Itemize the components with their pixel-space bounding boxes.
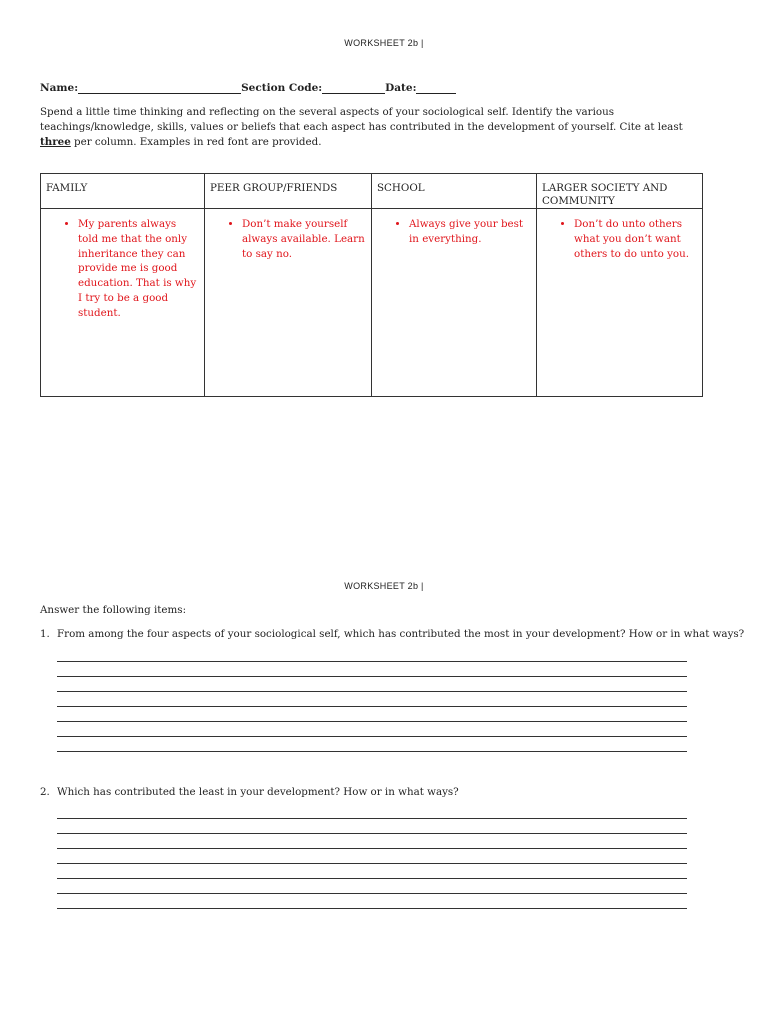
answer-lines-2[interactable] — [57, 818, 687, 923]
question-2 — [40, 786, 720, 798]
answer-intro: Answer the following items: — [40, 604, 187, 616]
answer-line[interactable] — [57, 893, 687, 894]
answer-lines-1[interactable] — [57, 661, 687, 766]
worksheet-header-page2: WORKSHEET 2b | — [344, 581, 424, 591]
section-code-label: Section Code: — [241, 82, 323, 94]
example-larger-society: • Don’t do unto others what you don’t want others to do unto you. — [574, 217, 697, 261]
answer-line[interactable] — [57, 751, 687, 752]
name-label: Name: — [40, 82, 79, 94]
question-1 — [40, 628, 745, 640]
sociological-self-table — [40, 173, 703, 397]
answer-line[interactable] — [57, 721, 687, 722]
answer-line[interactable] — [57, 676, 687, 677]
cell-peer-group[interactable] — [205, 209, 372, 397]
cell-school[interactable] — [372, 209, 537, 397]
answer-line[interactable] — [57, 848, 687, 849]
question-text: From among the four aspects of your sociological self, which has contributed the most in your development? How or in what ways? — [57, 628, 745, 640]
answer-line[interactable] — [57, 908, 687, 909]
answer-line[interactable] — [57, 878, 687, 879]
answer-line[interactable] — [57, 818, 687, 819]
cell-family[interactable] — [41, 209, 205, 397]
name-section-date-line — [40, 82, 456, 94]
cell-larger-society[interactable] — [537, 209, 703, 397]
section-code-field[interactable] — [322, 82, 385, 94]
question-number: 2. — [40, 786, 50, 798]
name-field[interactable] — [78, 82, 241, 94]
date-field[interactable] — [416, 82, 456, 94]
emphasis-three: three — [40, 136, 71, 148]
column-header-school: SCHOOL — [372, 174, 537, 209]
example-family: • My parents always told me that the only inheritance they can provide me is good education. That is why I try to be a good student. — [78, 217, 199, 321]
question-number: 1. — [40, 628, 50, 640]
date-label: Date: — [385, 82, 417, 94]
instructions: Spend a little time thinking and reflecting on the several aspects of your sociological self. Identify the various teachings/knowledge, skills, values or beliefs that each aspect has contributed in the development of yourself. Cite at least three per column. Examples in red font are provided. — [40, 106, 683, 148]
answer-line[interactable] — [57, 736, 687, 737]
example-peer-group: • Don’t make yourself always available. Learn to say no. — [242, 217, 366, 261]
column-header-family: FAMILY — [41, 174, 205, 209]
answer-line[interactable] — [57, 706, 687, 707]
column-header-peer-group: PEER GROUP/FRIENDS — [205, 174, 372, 209]
column-header-larger-society: LARGER SOCIETY AND COMMUNITY — [537, 174, 703, 209]
answer-line[interactable] — [57, 863, 687, 864]
example-school: • Always give your best in everything. — [409, 217, 531, 247]
answer-line[interactable] — [57, 691, 687, 692]
answer-line[interactable] — [57, 833, 687, 834]
worksheet-header: WORKSHEET 2b | — [344, 38, 424, 48]
answer-line[interactable] — [57, 661, 687, 662]
question-text: Which has contributed the least in your development? How or in what ways? — [57, 786, 459, 798]
